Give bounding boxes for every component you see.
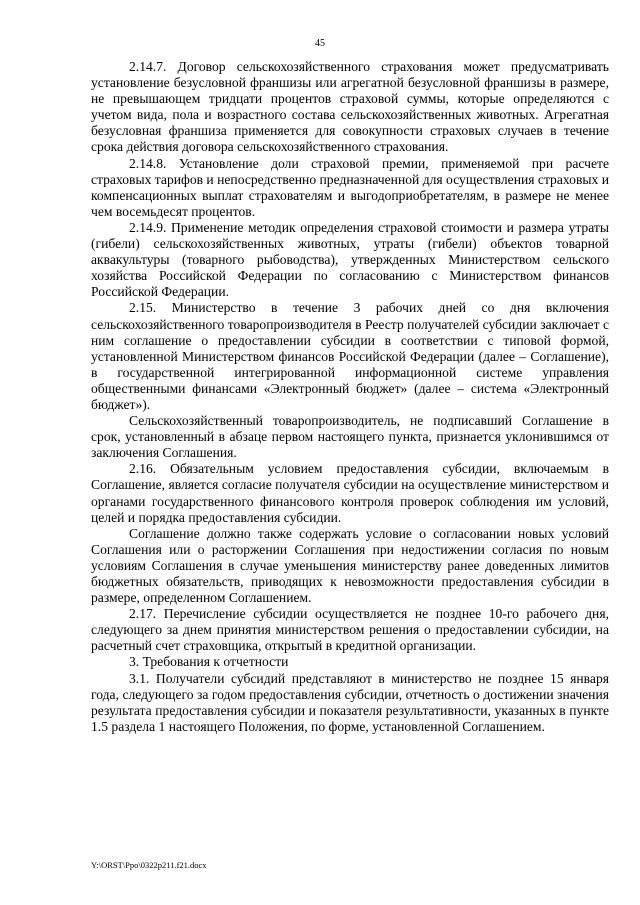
paragraph-2-16: 2.16. Обязательным условием предоставления субсидии, включаемым в Соглашение, является согласие получателя субсидии на осуществление министерством и органами государственного финансового контроля проверок соблюдения им условий, целей и порядка предоставления субсидии. [91, 461, 609, 525]
paragraph-2-15: 2.15. Министерство в течение 3 рабочих дней со дня включения сельскохозяйственного товаропроизводителя в Реестр получателей субсидии заключает с ним соглашение о предоставлении субсидии в соответствии с типовой формой, установленной Министерством финансов Российской Федерации (далее – Соглашение), в государственной интегрированной информационной системе управления общественными финансами «Электронный бюджет» (далее – система «Электронный бюджет»). [91, 300, 609, 412]
paragraph-2-17: 2.17. Перечисление субсидии осуществляется не позднее 10-го рабочего дня, следующего за днем принятия министерством решения о предоставлении субсидии, на расчетный счет страховщика, открытый в кредитной организации. [91, 606, 609, 654]
section-heading: 3. Требования к отчетности [129, 654, 289, 670]
paragraph-2-16-agreement: Соглашение должно также содержать условие о согласовании новых условий Соглашения или о расторжении Соглашения при недостижении согласия по новым условиям Соглашения в случае уменьшения министерству ранее доведенных лимитов бюджетных обязательств, приводящих к невозможности предоставления субсидии в размере, определенном Соглашением. [91, 525, 609, 606]
paragraph-2-14-9: 2.14.9. Применение методик определения страховой стоимости и размера утраты (гибели) сельскохозяйственных животных, утраты (гибели) объектов товарной аквакультуры (товарного рыбоводства), утвержденных Министерством сельского хозяйства Российской Федерации по согласованию с Министерством финансов Российской Федерации. [91, 219, 609, 300]
page-number: 45 [315, 38, 325, 49]
paragraph-3-1: 3.1. Получатели субсидий представляют в министерство не позднее 15 января года, следующего за годом предоставления субсидии, отчетность о достижении значения результата предоставления субсидии и показателя результативности, указанных в пункте 1.5 раздела 1 настоящего Положения, по форме, установленной Соглашением. [91, 670, 609, 734]
paragraph-2-14-7: 2.14.7. Договор сельскохозяйственного страхования может предусматривать установление безусловной франшизы или агрегатной безусловной франшизы в размере, не превышающем тридцати процентов страховой суммы, которые определяются с учетом вида, пола и возрастного состава сельскохозяйственных животных. Агрегатная безусловная франшиза применяется для совокупности страховых случаев в течение срока действия договора сельскохозяйственного страхования. [91, 59, 609, 155]
footer-file-path: Y:\ORST\Ppo\0322p211.f21.docx [91, 860, 207, 870]
paragraph-2-14-8: 2.14.8. Установление доли страховой премии, применяемой при расчете страховых тарифов и непосредственно предназначенной для осуществления страховых и компенсационных выплат страхователям и выгодоприобретателям, в размере не менее чем восемьдесят процентов. [91, 155, 609, 219]
document-body [91, 59, 609, 735]
paragraph-2-15-note: Сельскохозяйственный товаропроизводитель, не подписавший Соглашение в срок, установленный в абзаце первом настоящего пункта, признается уклонившимся от заключения Соглашения. [91, 413, 609, 461]
